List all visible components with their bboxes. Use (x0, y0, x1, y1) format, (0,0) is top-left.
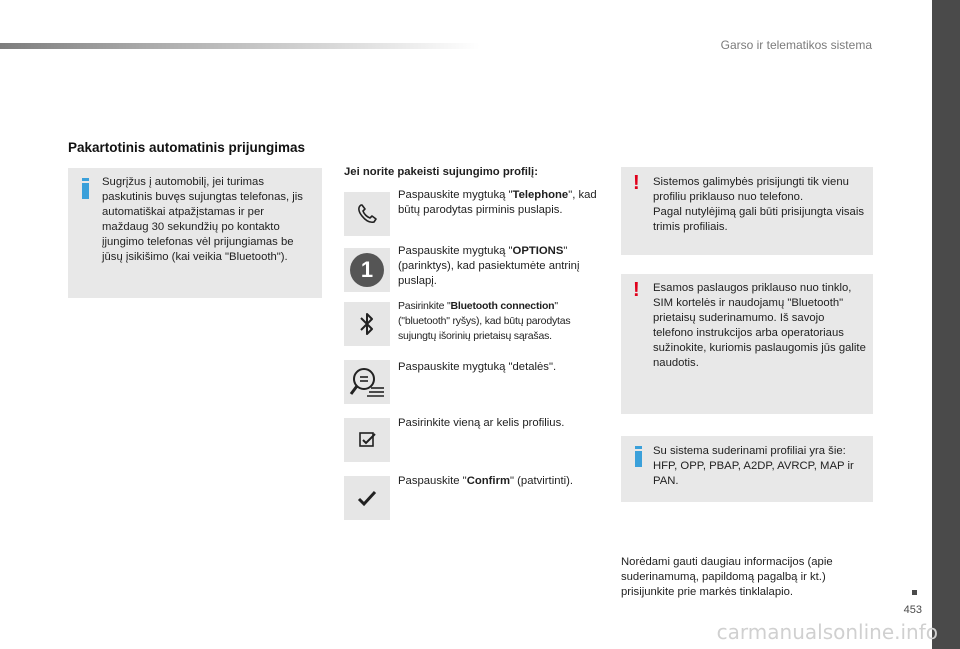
chapter-title: Garso ir telematikos sistema (720, 38, 872, 52)
right-warning-box-2 (621, 274, 873, 414)
side-tab-bar (932, 0, 960, 649)
step-3-text: Pasirinkite "Bluetooth connection" ("bluetooth" ryšys), kad būtų parodytas sujungtų išorinių prietaisų sąrašas. (398, 300, 571, 342)
warning-icon: ! (633, 279, 640, 301)
profile-change-heading: Jei norite pakeisti sujungimo profilį: (344, 166, 538, 178)
right-box-1-text: Sistemos galimybės prisijungti tik vienu profiliu priklauso nuo telefono. Pagal nutylėjimą gali būti prisijungta visais trimis profiliais. (653, 176, 864, 233)
step-5-text: Pasirinkite vieną ar kelis profilius. (398, 417, 565, 429)
step-one-icon: 1 (350, 253, 384, 287)
left-info-text: Sugrįžus į automobilį, jei turimas paskutinis buvęs sujungtas telefonas, jis automatiškai atpažįstamas ir per maždaug 30 sekundžių po kontakto įjungimo telefonas vėl prijungiamas be jūsų įsikišimo (kai veikia "Bluetooth"). (102, 176, 303, 263)
info-icon (635, 446, 642, 467)
step-one-icon-box (344, 248, 390, 292)
check-icon (344, 476, 390, 520)
step-4-text: Paspauskite mygtuką "detalės". (398, 361, 557, 373)
page-number: 453 (903, 604, 922, 616)
checkbox-icon (344, 418, 390, 462)
right-box-3-text: Su sistema suderinami profiliai yra šie: HFP, OPP, PBAP, A2DP, AVRCP, MAP ir PAN. (653, 445, 854, 487)
phone-icon (344, 192, 390, 236)
section-title: Pakartotinis automatinis prijungimas (68, 140, 306, 155)
warning-icon: ! (633, 172, 640, 194)
info-icon (82, 178, 89, 199)
page-marker (912, 590, 917, 595)
details-icon (344, 360, 390, 404)
header-gradient-bar (0, 43, 480, 49)
step-1-text: Paspauskite mygtuką "Telephone", kad būtų parodytas pirminis puslapis. (398, 189, 597, 216)
right-warning-box-1 (621, 167, 873, 255)
right-info-box-3 (621, 436, 873, 502)
footer-note: Norėdami gauti daugiau informacijos (apie suderinamumą, papildomą pagalbą ir kt.) prisijunkite prie markės tinklalapio. (621, 556, 833, 598)
step-6-text: Paspauskite "Confirm" (patvirtinti). (398, 475, 574, 487)
step-2-text: Paspauskite mygtuką "OPTIONS" (parinktys), kad pasiektumėte antrinį puslapį. (398, 245, 580, 287)
right-box-2-text: Esamos paslaugos priklauso nuo tinklo, SIM kortelės ir naudojamų "Bluetooth" prietaisų suderinamumo. Iš savojo telefono instrukcijos arba operatoriaus sužinokite, kuriomis paslaugomis jūs galite naudotis. (653, 282, 866, 369)
watermark: carmanualsonline.info (716, 620, 938, 644)
bluetooth-icon (344, 302, 390, 346)
left-info-box (68, 168, 322, 298)
